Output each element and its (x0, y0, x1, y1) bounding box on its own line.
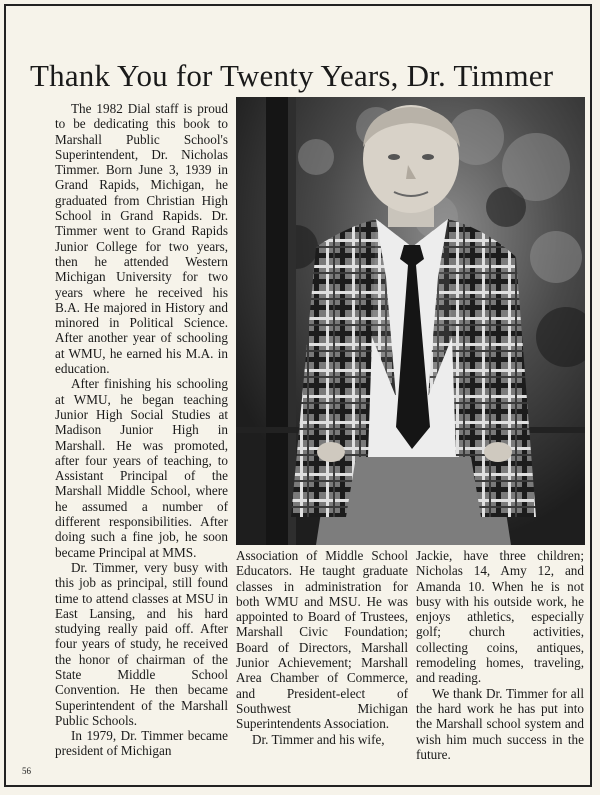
portrait-photo (236, 97, 585, 545)
paragraph: We thank Dr. Timmer for all the hard work he has put into the Marshall school system and wish him much success in the future. (416, 685, 584, 762)
paragraph: The 1982 Dial staff is proud to be dedicating this book to Marshall Public School's Superintendent, Dr. Nicholas Timmer. Born June 3, 1939 in Grand Rapids, Michigan, he graduated from Christian High School in Grand Rapids. Dr. Timmer went to Grand Rapids Junior College for two years, then he attended Western Michigan University for two years where he received his B.A. He majored in History and minored in Political Science. After another year of schooling at WMU, he earned his M.A. in education. (55, 101, 228, 377)
paragraph: After finishing his schooling at WMU, he began teaching Junior High Social Studies at Madison Junior High in Marshall. He was promoted, after four years of teaching, to Assistant Principal of the Marshall Middle School, where he assumed a number of different responsibilities. After doing such a fine job, he soon became Principal at MMS. (55, 376, 228, 560)
page-title: Thank You for Twenty Years, Dr. Timmer (30, 58, 554, 93)
paragraph: Dr. Timmer and his wife, (252, 731, 385, 747)
article-column-3 (416, 548, 584, 762)
paragraph: Association of Middle School Educators. He taught graduate classes in administration for both WMU and MSU. He was appointed to Board of Trustees, Marshall Civic Foundation; Board of Directors, Marshall Junior Achievement; Marshall Area Chamber of Commerce, and President-elect of Southwest Michigan Superintendents Association. (236, 548, 408, 732)
page-number: 56 (22, 766, 31, 776)
article-column-1 (55, 101, 228, 759)
paragraph: Jackie, have three children; Nicholas 14, Amy 12, and Amanda 10. When he is not busy with his outside work, he enjoys athletics, especially golf; church activities, collecting coins, antiques, remodeling homes, traveling, and reading. (416, 548, 584, 686)
paragraph: Dr. Timmer, very busy with this job as principal, still found time to attend classes at MSU in East Lansing, and his hard studying really paid off. After four years of study, he received the honor of chairman of the State Middle School Convention. He then became Superintendent of the Marshall Public Schools. (55, 559, 228, 728)
article-column-2 (236, 548, 408, 747)
paragraph: In 1979, Dr. Timmer became president of Michigan (55, 728, 228, 759)
